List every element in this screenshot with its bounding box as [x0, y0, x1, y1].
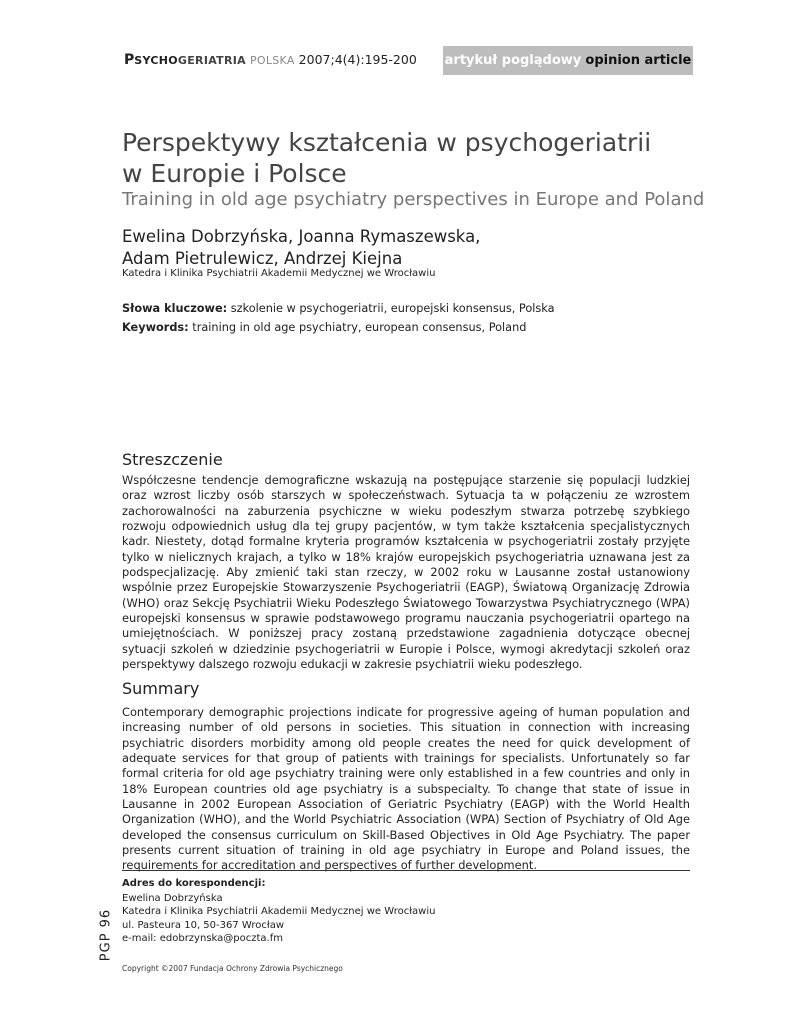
correspondence-name: Ewelina Dobrzyńska [122, 892, 223, 904]
correspondence-block [122, 877, 435, 946]
authors-line-2: Adam Pietrulewicz, Andrzej Kiejna [122, 249, 403, 268]
streszczenie-heading: Streszczenie [122, 450, 223, 469]
journal-polska: POLSKA [249, 54, 295, 67]
article-title-en: Training in old age psychiatry perspectives in Europe and Poland [122, 189, 705, 210]
copyright: Copyright ©2007 Fundacja Ochrony Zdrowia Psychicznego [122, 964, 343, 973]
article-type-pl: artykuł poglądowy [444, 53, 582, 68]
authors [122, 226, 682, 270]
page-number: PGP 96 [98, 908, 114, 962]
summary-text: Contemporary demographic projections indicate for progressive ageing of human population and increasing number of old persons in societies. This situation in connection with increasing psychiatric disorders morbidity among old people creates the need for quick development of adequate services for that group of patients with trainings for specialists. Unfortunately so far formal criteria for old age psychiatry training were only established in a few countries and only in 18% European countries old age psychiatry is a subspecialty. To change that state of issue in Lausanne in 2002 European Association of Geriatric Psychiatry (EAGP) with the World Health Organization (WHO), and the World Psychiatric Association (WPA) Section of Psychiatry of Old Age developed the consensus curriculum on Skill-Based Objectives in Old Age Psychiatry. The paper presents current situation of training in old age psychiatry in Europe and Poland issues, the requirements for accreditation and perspectives of further development. [122, 705, 690, 873]
journal-geriatria: GERIATRIA [177, 54, 246, 67]
journal-sycho: SYCHO [134, 54, 178, 67]
article-type-badge [443, 46, 693, 75]
keywords-pl-label: Słowa kluczowe: [122, 302, 228, 315]
summary-heading: Summary [122, 679, 200, 698]
journal-header [124, 52, 417, 68]
keywords-en [122, 321, 526, 334]
journal-initial-p: P [124, 52, 135, 68]
correspondence-street: ul. Pasteura 10, 50-367 Wrocław [122, 919, 284, 931]
footer-divider [122, 870, 690, 871]
affiliation: Katedra i Klinika Psychiatrii Akademii Medycznej we Wrocławiu [122, 268, 436, 279]
keywords-pl-value: szkolenie w psychogeriatrii, europejski konsensus, Polska [227, 302, 555, 315]
streszczenie-text: Współczesne tendencje demograficzne wskazują na postępujące starzenie się populacji ludzkiej oraz wzrost liczby osób starszych w społeczeństwach. Sytuacja ta w połączeniu ze wzrostem zachorowalności na zaburzenia psychiczne w wieku podeszłym stwarza potrzebę szybkiego rozwoju odpowiednich usług dla tej grupy pacjentów, w tym także kształcenia specjalistycznych kadr. Niestety, dotąd formalne kryteria programów kształcenia w psychogeriatrii zostały przyjęte tylko w nielicznych krajach, a tylko w 18% krajów europejskich psychogeriatria uznawana jest za podspecjalizację. Aby zmienić taki stan rzeczy, w 2002 roku w Lausanne został ustanowiony wspólnie przez Europejskie Stowarzyszenie Psychogeriatrii (EAGP), Światową Organizację Zdrowia (WHO) oraz Sekcję Psychiatrii Wieku Podeszłego Światowego Towarzystwa Psychiatrycznego (WPA) europejski konsensus w sprawie podstawowego programu nauczania psychogeriatrii opartego na umiejętnościach. W poniższej pracy zostaną przedstawione zagadnienia dotyczące obecnej sytuacji szkoleń w dziedzinie psychogeriatrii w Europie i Polsce, wymogi akredytacji szkoleń oraz perspektywy dalszego rozwoju edukacji w zakresie psychiatrii wieku podeszłego. [122, 473, 690, 672]
journal-citation: 2007;4(4):195-200 [298, 52, 417, 67]
article-title-pl [122, 127, 722, 189]
title-pl-line-1: Perspektywy kształcenia w psychogeriatrii [122, 128, 652, 157]
keywords-en-label: Keywords: [122, 321, 189, 334]
correspondence-email: e-mail: edobrzynska@poczta.fm [122, 933, 283, 944]
keywords-en-value: training in old age psychiatry, european consensus, Poland [188, 321, 527, 334]
authors-line-1: Ewelina Dobrzyńska, Joanna Rymaszewska, [122, 227, 481, 246]
article-type-en: opinion article [585, 53, 692, 68]
keywords-pl [122, 302, 555, 315]
title-pl-line-2: w Europie i Polsce [122, 159, 347, 188]
correspondence-institution: Katedra i Klinika Psychiatrii Akademii Medycznej we Wrocławiu [122, 906, 436, 917]
correspondence-label: Adres do korespondencji: [122, 878, 266, 889]
